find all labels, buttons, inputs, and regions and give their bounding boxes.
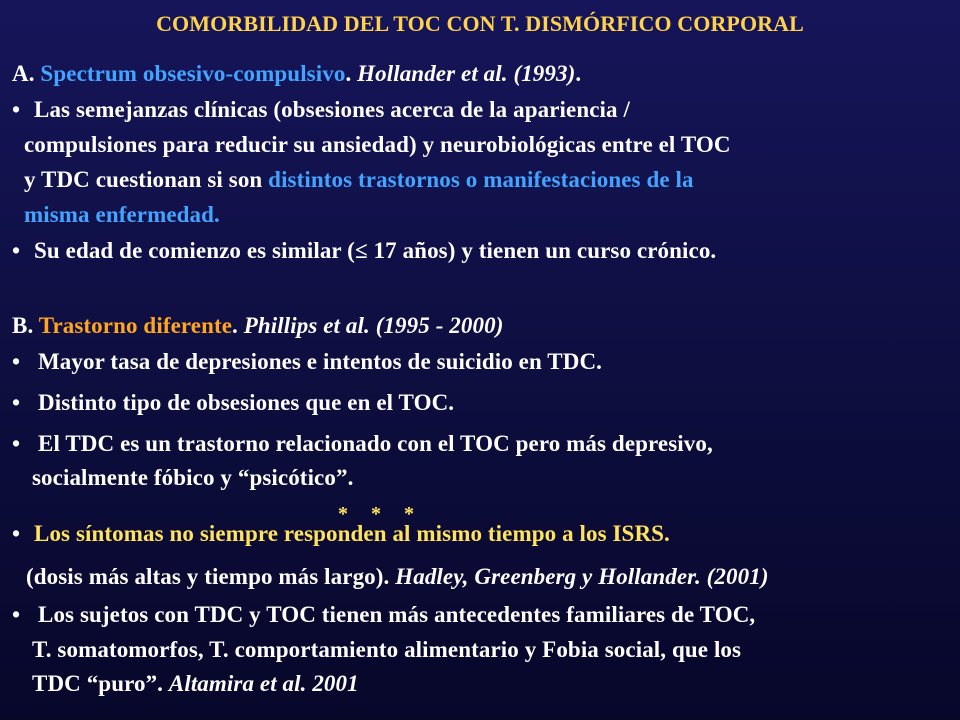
section-b-letter: B. (12, 313, 39, 338)
family-bullet-line-2: T. somatomorfos, T. comportamiento alimentario y Fobia social, que los (32, 637, 742, 662)
bullet-text: El TDC es un trastorno relacionado con el TOC pero más depresivo, (38, 431, 713, 456)
section-a-sep: . (345, 61, 358, 86)
section-a-bullet-2 (12, 237, 716, 265)
bullet-icon: • (12, 521, 21, 546)
section-a-citation: Hollander et al. (1993) (357, 61, 576, 86)
slide-title: COMORBILIDAD DEL TOC CON T. DISMÓRFICO CORPORAL (156, 11, 804, 36)
bullet-text: Distinto tipo de obsesiones que en el TOC. (38, 390, 455, 415)
section-b-bullet-2 (12, 389, 454, 417)
section-a-end: . (575, 61, 582, 86)
stars-separator: * * * (338, 503, 423, 525)
bullet-text: TDC “puro”. (32, 671, 169, 696)
section-a-bullet-1-line-4: misma enfermedad. (24, 202, 220, 227)
isrs-bullet-line-2 (26, 563, 769, 591)
bullet-highlight: distintos trastornos o manifestaciones de la (268, 167, 694, 192)
bullet-icon: • (12, 238, 21, 263)
section-b-bullet-1 (12, 348, 602, 376)
bullet-icon: • (12, 97, 21, 122)
bullet-text: 17 años) y tienen un curso crónico. (367, 238, 717, 263)
section-a-title: Spectrum obsesivo-compulsivo (40, 61, 346, 86)
bullet-icon: • (12, 602, 21, 627)
section-b-heading (12, 312, 503, 340)
bullet-icon: • (12, 349, 21, 374)
bullet-text: Las semejanzas clínicas (obsesiones acerca de la apariencia / (34, 97, 630, 122)
bullet-text: y TDC cuestionan si son (24, 167, 269, 192)
section-a-heading (12, 60, 581, 88)
section-a-letter: A. (12, 61, 41, 86)
bullet-icon: • (12, 390, 21, 415)
bullet-text: Su edad de comienzo es similar ( (34, 238, 355, 263)
family-bullet-line-3 (32, 670, 359, 698)
bullet-text: Los sujetos con TDC y TOC tienen más antecedentes familiares de TOC, (38, 602, 756, 627)
isrs-citation: Hadley, Greenberg y Hollander. (2001) (395, 564, 769, 589)
section-a-bullet-1-line-2: compulsiones para reducir su ansiedad) y neurobiológicas entre el TOC (24, 132, 731, 157)
bullet-text: (dosis más altas y tiempo más largo). (26, 564, 396, 589)
bullet-icon: • (12, 431, 21, 456)
section-a-bullet-1-line-3 (24, 166, 694, 194)
family-citation: Altamira et al. 2001 (168, 671, 359, 696)
section-b-sep: . (232, 313, 244, 338)
isrs-bullet-line-1 (12, 520, 670, 548)
less-equal-symbol: ≤ (354, 238, 368, 263)
section-b-bullet-3-line-2: socialmente fóbico y “psicótico”. (32, 465, 354, 490)
section-b-bullet-3-line-1 (12, 430, 713, 458)
section-b-title: Trastorno diferente (38, 313, 233, 338)
family-bullet-line-1 (12, 601, 755, 629)
section-a-bullet-1-line-1 (12, 96, 630, 124)
section-b-citation: Phillips et al. (1995 - 2000) (243, 313, 504, 338)
bullet-text: Los síntomas no siempre responden al mismo tiempo a los ISRS. (34, 521, 670, 546)
bullet-text: Mayor tasa de depresiones e intentos de suicidio en TDC. (38, 349, 603, 374)
